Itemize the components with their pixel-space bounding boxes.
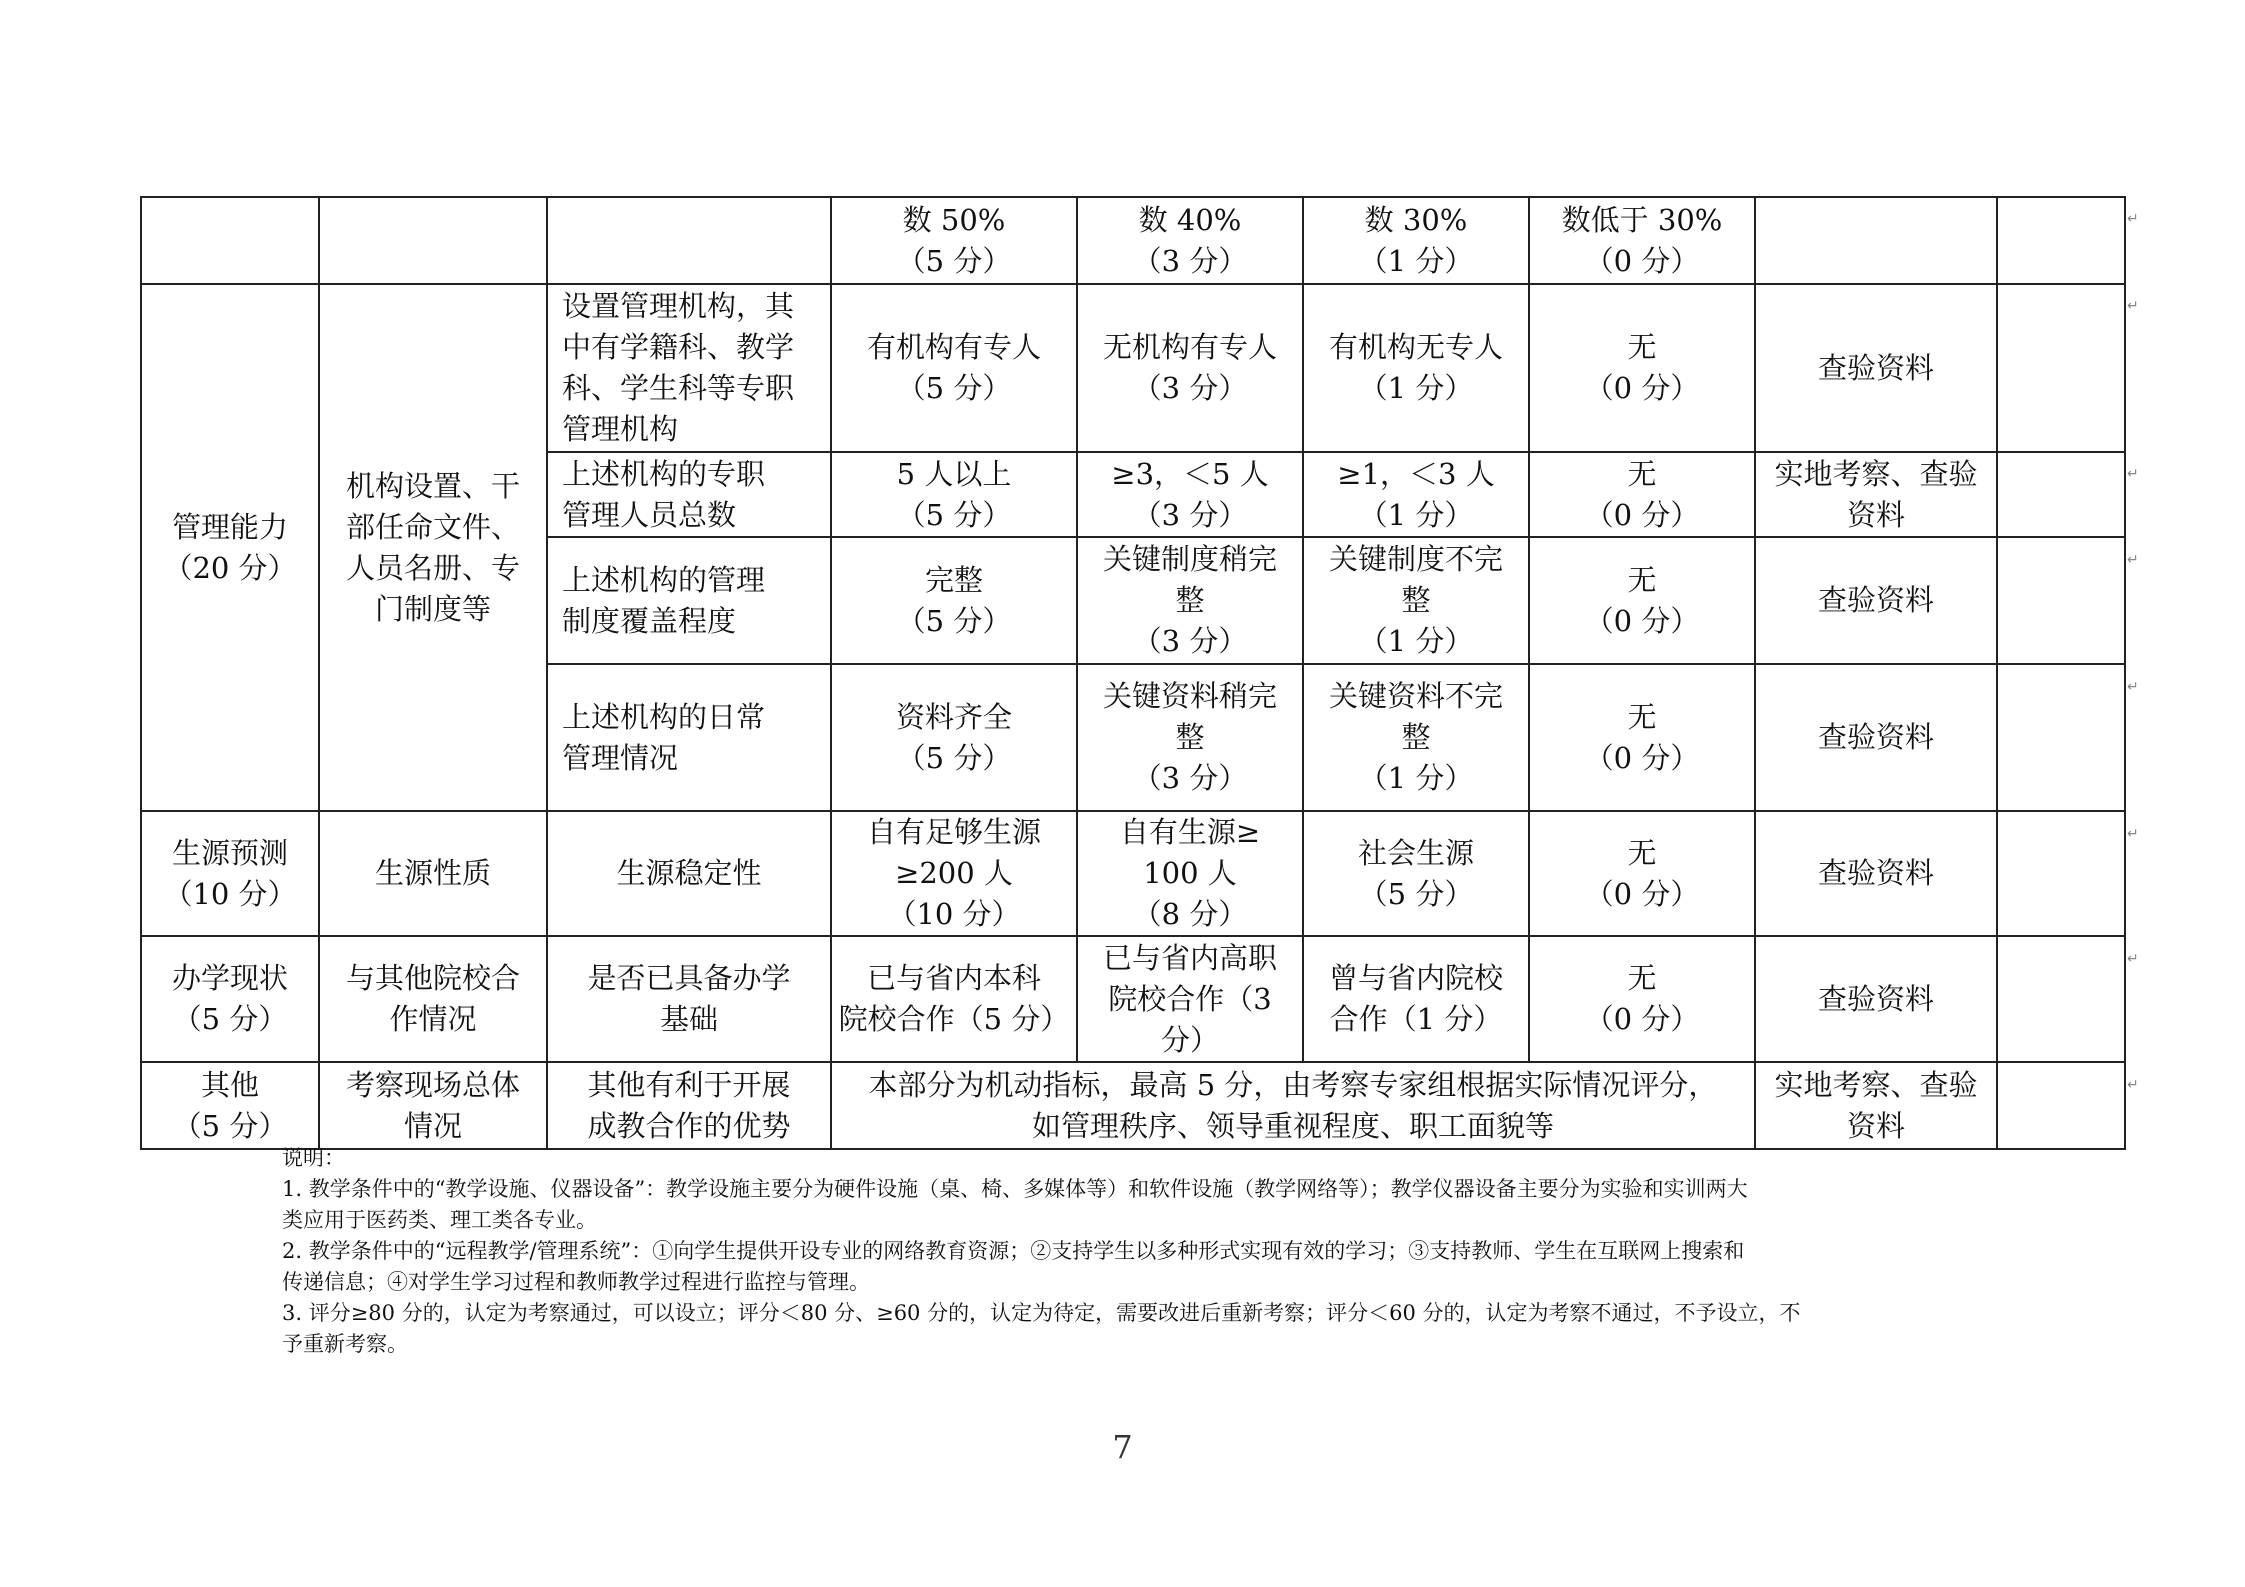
score-cell-c5	[1077, 452, 1303, 537]
table-row-continuation	[141, 197, 2125, 284]
cell-text-line: 门制度等	[374, 591, 491, 626]
cell-text-line: 实地考察、查验	[1774, 1067, 1978, 1102]
cell-text-line: 上述机构的日常	[562, 699, 766, 734]
cell-text-line: （3 分）	[1132, 371, 1248, 405]
method-cell	[1755, 197, 1997, 284]
table-row	[141, 811, 2125, 936]
cell-text-line: 本部分为机动指标，最高 5 分，由考察专家组根据实际情况评分，	[868, 1067, 1718, 1102]
cell-text-line: 100 人	[1143, 856, 1237, 890]
evidence-cell	[319, 811, 547, 936]
note-line: 1. 教学条件中的“教学设施、仪器设备”：教学设施主要分为硬件设施（桌、椅、多媒体等）和软件设施（教学网络等）；教学仪器设备主要分为实验和实训两大	[282, 1177, 1748, 1201]
return-mark: ↵	[2127, 211, 2139, 227]
cell-text-line: 办学现状	[171, 961, 288, 995]
cell-text-line: 成教合作的优势	[587, 1108, 791, 1143]
cell-text-line: 数 30%	[1364, 202, 1468, 237]
table-row	[141, 1062, 2125, 1149]
score-cell-c7	[1529, 537, 1755, 664]
cell-text-line: （5 分）	[896, 497, 1012, 532]
cell-text-line: 曾与省内院校	[1328, 961, 1503, 995]
return-mark: ↵	[2127, 679, 2139, 695]
cell-text-line: （3 分）	[1132, 624, 1248, 658]
table-cell	[547, 197, 831, 284]
remark-cell	[1997, 1062, 2125, 1149]
cell-text-line: （10 分）	[887, 897, 1021, 931]
return-mark: ↵	[2127, 552, 2139, 568]
score-cell-c5	[1077, 537, 1303, 664]
score-cell-c4	[831, 284, 1077, 452]
method-cell	[1755, 537, 1997, 664]
cell-text-line: 无	[1627, 330, 1657, 364]
score-cell-c7	[1529, 452, 1755, 537]
cell-text-line: （5 分）	[172, 1108, 288, 1143]
cell-text-line: 管理机构	[562, 412, 679, 446]
score-cell-c7	[1529, 197, 1755, 284]
category-cell-other	[141, 1062, 319, 1149]
cell-text-line: 生源稳定性	[616, 856, 762, 890]
remark-cell	[1997, 452, 2125, 537]
cell-text-line: 自有足够生源	[866, 815, 1041, 849]
cell-text-line: 生源预测	[171, 835, 288, 870]
cell-text-line: 其他有利于开展	[587, 1067, 791, 1102]
cell-text-line: 完整	[924, 562, 983, 597]
cell-text-line: 制度覆盖程度	[562, 603, 737, 638]
cell-text-line: 合作（1 分）	[1329, 1002, 1503, 1036]
score-cell-c6	[1303, 936, 1529, 1062]
cell-text-line: 管理情况	[562, 740, 679, 775]
cell-text-line: 无	[1627, 699, 1657, 734]
cell-text-line: 关键资料不完	[1328, 679, 1503, 713]
score-cell-c5	[1077, 284, 1303, 452]
cell-text-line: 已与省内本科	[866, 961, 1041, 995]
cell-text-line: （5 分）	[896, 243, 1012, 278]
cell-text-line: 是否已具备办学	[587, 961, 791, 995]
method-cell	[1755, 284, 1997, 452]
notes-heading: 说明：	[282, 1146, 345, 1170]
cell-text-line: 与其他院校合	[345, 961, 520, 995]
cell-text-line: （1 分）	[1358, 243, 1474, 278]
cell-text-line: 设置管理机构，其	[562, 289, 795, 323]
category-cell-management	[141, 284, 319, 811]
cell-text-line: （5 分）	[1358, 876, 1474, 911]
cell-text-line: （3 分）	[1132, 497, 1248, 532]
score-cell-c4	[831, 537, 1077, 664]
return-mark: ↵	[2127, 951, 2139, 967]
cell-text-line: 数低于 30%	[1561, 202, 1723, 237]
evidence-cell-management	[319, 284, 547, 811]
cell-text-line: 5 人以上	[896, 456, 1012, 491]
score-cell-c6	[1303, 197, 1529, 284]
cell-text-line: 查验资料	[1817, 720, 1934, 754]
remark-cell	[1997, 811, 2125, 936]
score-cell-c6	[1303, 811, 1529, 936]
cell-text-line: 数 50%	[902, 202, 1006, 237]
note-line: 传递信息；④对学生学习过程和教师教学过程进行监控与管理。	[282, 1270, 870, 1294]
evidence-cell	[319, 1062, 547, 1149]
cell-text-line: （5 分）	[896, 603, 1012, 638]
cell-text-line: 已与省内高职	[1102, 940, 1277, 975]
note-line: 2. 教学条件中的“远程教学/管理系统”：①向学生提供开设专业的网络教育资源；②支持学生以多种形式实现有效的学习；③支持教师、学生在互联网上搜索和	[282, 1239, 1745, 1263]
score-cell-c5	[1077, 197, 1303, 284]
cell-text-line: 上述机构的专职	[562, 456, 766, 491]
item-cell	[547, 811, 831, 936]
cell-text-line: 社会生源	[1357, 835, 1474, 870]
method-cell	[1755, 452, 1997, 537]
cell-text-line: 生源性质	[374, 856, 491, 890]
score-cell-c6	[1303, 284, 1529, 452]
cell-text-line: （8 分）	[1132, 897, 1248, 931]
score-cell-c6	[1303, 664, 1529, 811]
cell-text-line: 管理人员总数	[562, 497, 737, 532]
remark-cell	[1997, 664, 2125, 811]
cell-text-line: 整	[1175, 720, 1205, 754]
remark-cell	[1997, 284, 2125, 452]
return-mark: ↵	[2127, 466, 2139, 482]
cell-text-line: 院校合作（5 分）	[838, 1002, 1070, 1036]
cell-text-line: 有机构无专人	[1328, 330, 1503, 364]
cell-text-line: （0 分）	[1584, 603, 1700, 638]
cell-text-line: 人员名册、专	[345, 550, 520, 585]
item-cell	[547, 452, 831, 537]
cell-text-line: （0 分）	[1584, 876, 1700, 911]
score-cell-c4	[831, 197, 1077, 284]
score-cell-c4	[831, 936, 1077, 1062]
cell-text-line: 整	[1401, 583, 1431, 617]
cell-text-line: （0 分）	[1584, 243, 1700, 278]
cell-text-line: 查验资料	[1817, 350, 1934, 385]
cell-text-line: 实地考察、查验	[1774, 456, 1978, 491]
cell-text-line: （1 分）	[1358, 497, 1474, 532]
cell-text-line: 无机构有专人	[1102, 330, 1277, 364]
score-cell-c6	[1303, 537, 1529, 664]
score-cell-c7	[1529, 811, 1755, 936]
cell-text-line: 机构设置、干	[345, 468, 520, 503]
score-cell-c5	[1077, 811, 1303, 936]
cell-text-line: （0 分）	[1584, 497, 1700, 532]
cell-text-line: 科、学生科等专职	[562, 371, 795, 405]
note-line: 3. 评分≥80 分的，认定为考察通过，可以设立；评分＜80 分、≥60 分的，认定为待定，需要改进后重新考察；评分＜60 分的，认定为考察不通过，不予设立，不	[282, 1301, 1801, 1325]
cell-text-line: 整	[1401, 720, 1431, 754]
score-cell-c4	[831, 811, 1077, 936]
method-cell	[1755, 1062, 1997, 1149]
cell-text-line: ≥200 人	[895, 856, 1013, 890]
return-mark: ↵	[2127, 298, 2139, 314]
return-mark: ↵	[2127, 826, 2139, 842]
cell-text-line: 无	[1627, 835, 1657, 870]
method-cell	[1755, 811, 1997, 936]
cell-text-line: 数 40%	[1138, 202, 1242, 237]
cell-text-line: （1 分）	[1358, 371, 1474, 405]
item-cell	[547, 664, 831, 811]
cell-text-line: （1 分）	[1358, 761, 1474, 795]
item-cell	[547, 284, 831, 452]
cell-text-line: 部任命文件、	[345, 509, 520, 544]
cell-text-line: （5 分）	[172, 1002, 288, 1036]
cell-text-line: 关键制度稍完	[1102, 542, 1277, 576]
cell-text-line: （5 分）	[896, 740, 1012, 775]
cell-text-line: 关键制度不完	[1328, 542, 1503, 576]
cell-text-line: 如管理秩序、领导重视程度、职工面貌等	[1031, 1108, 1554, 1143]
score-cell-c4	[831, 452, 1077, 537]
cell-text-line: 分）	[1160, 1022, 1219, 1057]
cell-text-line: 其他	[200, 1067, 259, 1102]
remark-cell	[1997, 936, 2125, 1062]
item-cell	[547, 1062, 831, 1149]
cell-text-line: ≥3，＜5 人	[1111, 456, 1269, 491]
score-cell-c7	[1529, 284, 1755, 452]
remark-cell	[1997, 197, 2125, 284]
cell-text-line: （5 分）	[896, 371, 1012, 405]
method-cell	[1755, 936, 1997, 1062]
cell-text-line: 查验资料	[1817, 856, 1934, 890]
cell-text-line: （3 分）	[1132, 243, 1248, 278]
cell-text-line: 整	[1175, 583, 1205, 617]
score-cell-c7	[1529, 936, 1755, 1062]
score-cell-c5	[1077, 664, 1303, 811]
page-number: 7	[1112, 1428, 1133, 1466]
cell-text-line: （0 分）	[1584, 740, 1700, 775]
evidence-cell	[319, 936, 547, 1062]
cell-text-line: 上述机构的管理	[562, 562, 766, 597]
cell-text-line: （20 分）	[163, 550, 297, 585]
cell-text-line: （10 分）	[163, 876, 297, 911]
cell-text-line: 作情况	[389, 1002, 477, 1036]
cell-text-line: 资料齐全	[895, 699, 1012, 734]
cell-text-line: ≥1，＜3 人	[1337, 456, 1495, 491]
cell-text-line: （1 分）	[1358, 624, 1474, 658]
return-mark: ↵	[2127, 1077, 2139, 1093]
note-line: 类应用于医药类、理工类各专业。	[282, 1208, 597, 1232]
cell-text-line: 院校合作（3	[1108, 981, 1272, 1016]
cell-text-line: 情况	[403, 1108, 462, 1143]
cell-text-line: 查验资料	[1817, 583, 1934, 617]
cell-text-line: 基础	[659, 1002, 718, 1036]
cell-text-line: 自有生源≥	[1119, 815, 1261, 849]
item-cell	[547, 537, 831, 664]
item-cell	[547, 936, 831, 1062]
merged-description-cell	[831, 1062, 1755, 1149]
notes-section	[282, 1143, 2022, 1360]
category-cell-student-source	[141, 811, 319, 936]
cell-text-line: （0 分）	[1584, 371, 1700, 405]
note-line: 予重新考察。	[282, 1332, 408, 1356]
cell-text-line: （0 分）	[1584, 1002, 1700, 1036]
cell-text-line: 查验资料	[1817, 981, 1934, 1016]
cell-text-line: 资料	[1846, 1108, 1905, 1143]
score-cell-c5	[1077, 936, 1303, 1062]
table-row	[141, 284, 2125, 452]
method-cell	[1755, 664, 1997, 811]
category-cell-status	[141, 936, 319, 1062]
cell-text-line: 关键资料稍完	[1102, 679, 1277, 713]
table-cell	[141, 197, 319, 284]
cell-text-line: 无	[1627, 456, 1657, 491]
cell-text-line: 有机构有专人	[866, 330, 1041, 364]
cell-text-line: 管理能力	[171, 509, 288, 544]
score-cell-c4	[831, 664, 1077, 811]
score-cell-c7	[1529, 664, 1755, 811]
cell-text-line: 中有学籍科、教学	[562, 330, 795, 364]
cell-text-line: 资料	[1846, 497, 1905, 532]
cell-text-line: （3 分）	[1132, 761, 1248, 795]
cell-text-line: 无	[1627, 961, 1657, 995]
table-cell	[319, 197, 547, 284]
evaluation-table	[140, 196, 2126, 1150]
score-cell-c6	[1303, 452, 1529, 537]
table-row	[141, 936, 2125, 1062]
cell-text-line: 考察现场总体	[345, 1067, 520, 1102]
remark-cell	[1997, 537, 2125, 664]
cell-text-line: 无	[1627, 562, 1657, 597]
